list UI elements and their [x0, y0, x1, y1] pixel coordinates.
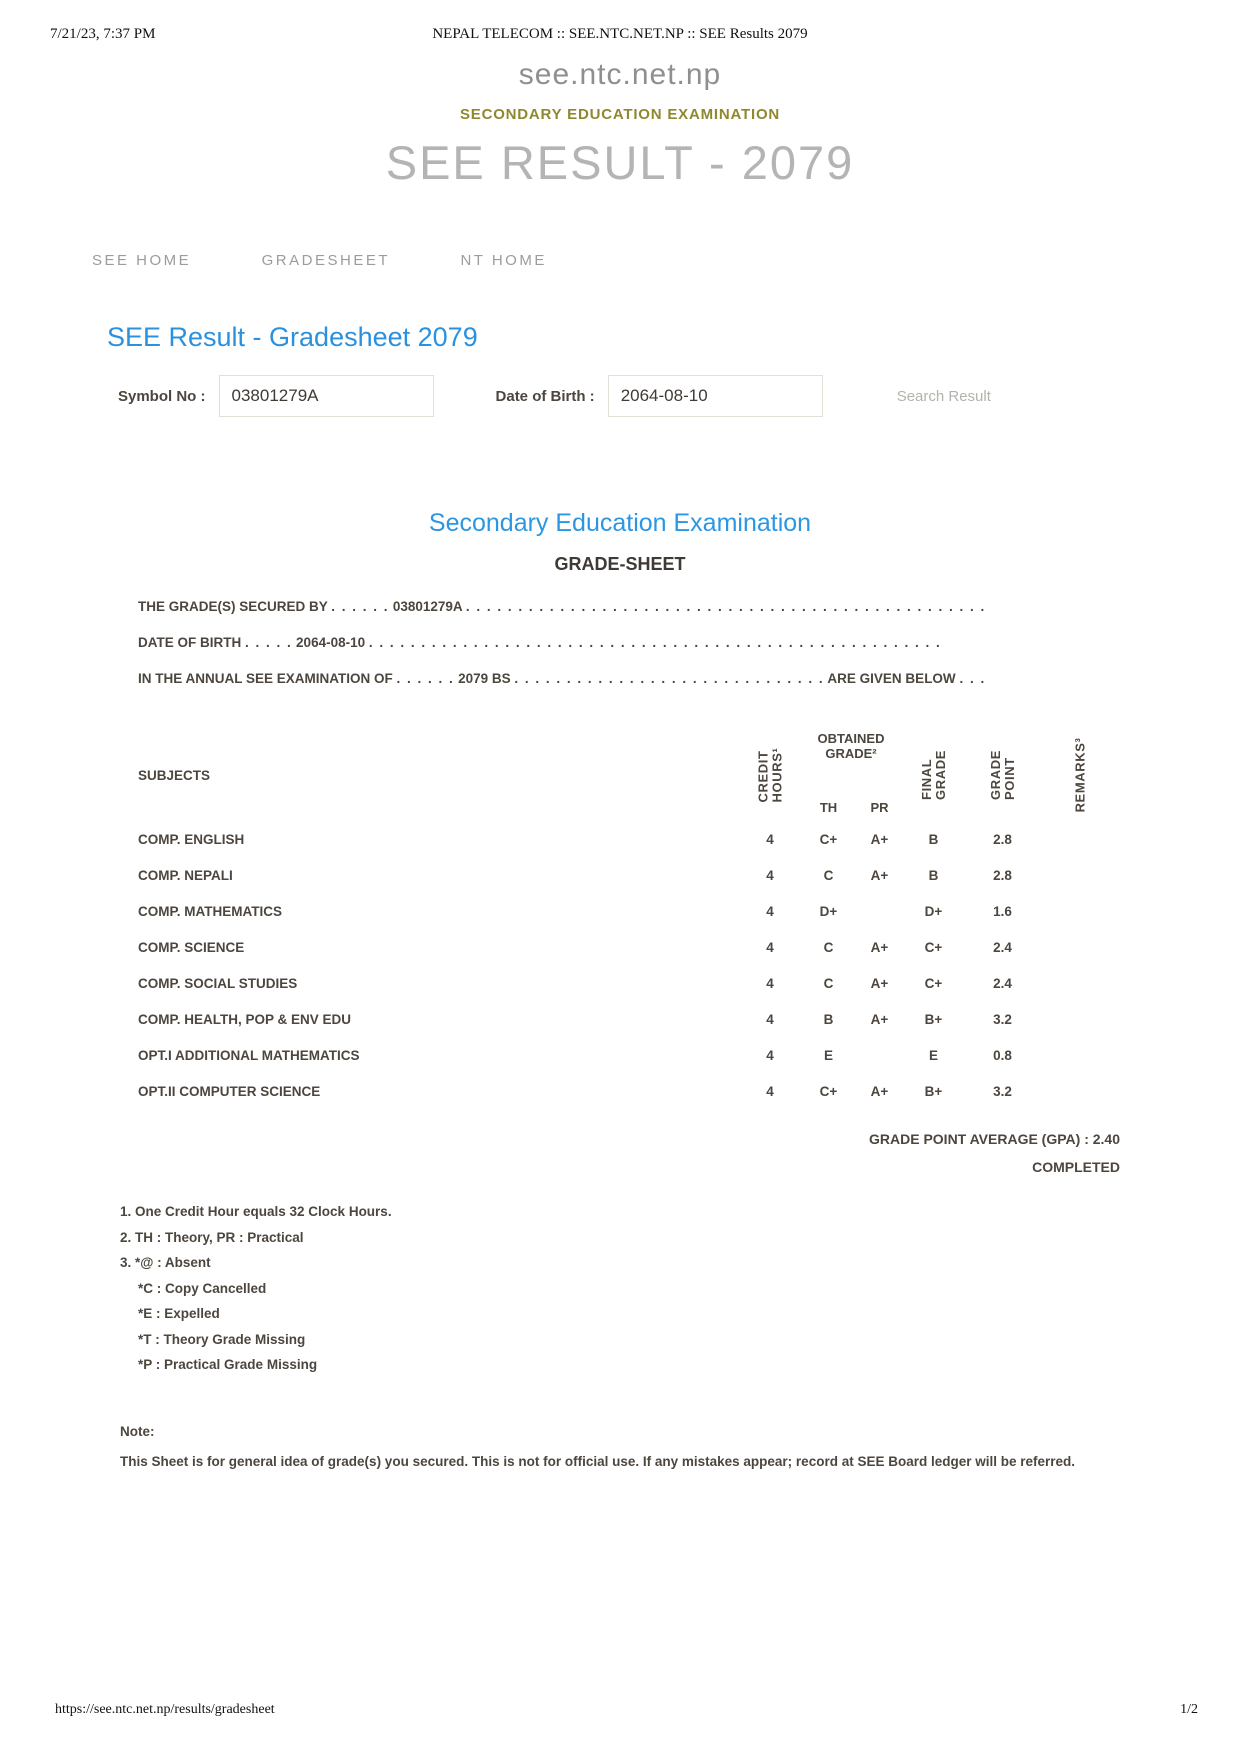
- final-grade-cell: B: [928, 867, 939, 883]
- table-row: [138, 857, 1120, 893]
- footnotes: [120, 1199, 1240, 1378]
- table-row: [138, 821, 1120, 857]
- credit-cell: 4: [766, 975, 774, 991]
- final-grade-cell: C+: [924, 939, 943, 955]
- nav-item-nt-home[interactable]: NT HOME: [460, 252, 547, 269]
- footnote: *T : Theory Grade Missing: [138, 1331, 306, 1347]
- credit-cell: 4: [766, 1047, 774, 1063]
- credit-cell: 4: [766, 903, 774, 919]
- credit-cell: 4: [766, 831, 774, 847]
- site-domain: see.ntc.net.np: [518, 58, 722, 91]
- final-grade-cell: C+: [924, 975, 943, 991]
- dot-leader: . . . . . .: [331, 599, 390, 614]
- note-label: Note:: [120, 1423, 155, 1439]
- subject-cell: COMP. NEPALI: [138, 867, 233, 883]
- subject-cell: OPT.II COMPUTER SCIENCE: [138, 1083, 321, 1099]
- grade-point-cell: 3.2: [993, 1011, 1012, 1027]
- given-below-label: ARE GIVEN BELOW: [827, 671, 956, 686]
- note-text: This Sheet is for general idea of grade(s) you secured. This is not for official use. If any mistakes appear; record at SEE Board ledger will be referred.: [120, 1453, 1076, 1469]
- table-row: [138, 1073, 1120, 1109]
- table-header-row: [138, 729, 1120, 821]
- grade-point-cell: 2.4: [993, 975, 1012, 991]
- col-header-subjects: SUBJECTS: [138, 767, 211, 783]
- footnote: *C : Copy Cancelled: [138, 1280, 267, 1296]
- gradesheet-subtitle: GRADE-SHEET: [554, 554, 686, 574]
- col-header-obtained-grade: [800, 729, 902, 821]
- print-header: [0, 26, 1240, 46]
- footnote: 3. *@ : Absent: [120, 1255, 211, 1270]
- th-grade-cell: E: [823, 1047, 833, 1063]
- footnote: 2. TH : Theory, PR : Practical: [120, 1229, 304, 1245]
- obtained-grade-line1: OBTAINED: [817, 731, 885, 746]
- footnote: *P : Practical Grade Missing: [138, 1357, 318, 1372]
- table-row: [138, 1001, 1120, 1037]
- symbol-no-label: Symbol No :: [118, 387, 206, 405]
- nav-item-see-home[interactable]: SEE HOME: [92, 252, 192, 269]
- site-banner: SEE RESULT - 2079: [385, 136, 855, 189]
- search-form: [118, 375, 1240, 417]
- col-header-grade-point: [965, 729, 1040, 821]
- final-grade-cell: B+: [924, 1011, 943, 1027]
- col-header-remarks: REMARKS³: [1071, 737, 1087, 813]
- final-grade-cell: B: [928, 831, 939, 847]
- exam-year-label: IN THE ANNUAL SEE EXAMINATION OF: [138, 671, 393, 686]
- pr-grade-cell: A+: [870, 831, 889, 847]
- final-grade-cell: D+: [924, 903, 943, 919]
- footnote: *E : Expelled: [138, 1306, 220, 1321]
- final-grade-line2: GRADE: [932, 750, 948, 800]
- grade-point-cell: 3.2: [993, 1083, 1012, 1099]
- grade-point-cell: 2.4: [993, 939, 1012, 955]
- dob-line-label: DATE OF BIRTH: [138, 635, 242, 650]
- credit-cell: 4: [766, 1011, 774, 1027]
- grade-point-cell: 1.6: [993, 903, 1012, 919]
- th-grade-cell: C: [823, 867, 834, 883]
- col-header-th: TH: [819, 800, 838, 815]
- dot-leader: . . . . . . . . . . . . . . . . . . . . . . . . . . . . . . . . . . . . . . . . . . . . . . . . . .: [465, 599, 986, 614]
- th-grade-cell: D+: [819, 903, 838, 919]
- credit-hours-line1: CREDIT: [754, 750, 770, 803]
- dot-leader: . . . . . . . . . . . . . . . . . . . . . . . . . . . . . . . . . . . . . . . . . . . . . . . . . . . . . . .: [368, 635, 942, 650]
- dot-leader: . . . . . .: [396, 671, 455, 686]
- col-header-final-grade: [902, 729, 965, 821]
- final-grade-cell: B+: [924, 1083, 943, 1099]
- nav-item-gradesheet[interactable]: GRADESHEET: [261, 252, 390, 269]
- dob-label: Date of Birth :: [495, 387, 595, 405]
- table-row: [138, 965, 1120, 1001]
- pr-grade-cell: A+: [870, 1083, 889, 1099]
- grade-point-cell: 2.8: [993, 831, 1012, 847]
- secured-by-value: 03801279A: [392, 599, 463, 614]
- subject-cell: COMP. SCIENCE: [138, 939, 245, 955]
- footnote: 1. One Credit Hour equals 32 Clock Hours.: [120, 1204, 392, 1219]
- credit-cell: 4: [766, 939, 774, 955]
- th-grade-cell: B: [823, 1011, 834, 1027]
- pr-grade-cell: A+: [870, 1011, 889, 1027]
- credit-hours-line2: HOURS¹: [768, 747, 784, 803]
- credit-cell: 4: [766, 1083, 774, 1099]
- gradesheet-body: [138, 589, 1120, 1175]
- secured-by-line: [138, 589, 1120, 625]
- grade-point-line2: POINT: [1001, 757, 1017, 800]
- site-subtitle: SECONDARY EDUCATION EXAMINATION: [459, 106, 781, 123]
- print-page-number: 1/2: [1180, 1702, 1198, 1717]
- pr-grade-cell: A+: [870, 939, 889, 955]
- note-section: [120, 1424, 1110, 1475]
- page-title: SEE Result - Gradesheet 2079: [107, 322, 478, 352]
- dob-line: [138, 625, 1120, 661]
- subject-cell: COMP. MATHEMATICS: [138, 903, 282, 919]
- dob-line-value: 2064-08-10: [296, 635, 366, 650]
- col-header-pr: PR: [870, 800, 889, 815]
- subject-cell: OPT.I ADDITIONAL MATHEMATICS: [138, 1047, 360, 1063]
- print-footer: [0, 1702, 1240, 1722]
- dot-leader: . . . . .: [245, 635, 293, 650]
- table-row: [138, 893, 1120, 929]
- th-grade-cell: C: [823, 975, 834, 991]
- th-grade-cell: C: [823, 939, 834, 955]
- subject-cell: COMP. SOCIAL STUDIES: [138, 975, 298, 991]
- main-nav: [92, 252, 1240, 270]
- secured-by-label: THE GRADE(S) SECURED BY: [138, 599, 328, 614]
- gradesheet-intro-lines: [138, 589, 1120, 697]
- credit-cell: 4: [766, 867, 774, 883]
- symbol-no-input[interactable]: [219, 375, 434, 417]
- dot-leader: . . . . . . . . . . . . . . . . . . . . . . . . . . . . . .: [514, 671, 825, 686]
- gpa-line: GRADE POINT AVERAGE (GPA) : 2.40: [869, 1131, 1120, 1147]
- th-grade-cell: C+: [819, 831, 838, 847]
- gradesheet-title: Secondary Education Examination: [428, 509, 812, 537]
- col-header-credit-hours: [740, 729, 800, 821]
- pr-grade-cell: A+: [870, 975, 889, 991]
- pr-grade-cell: A+: [870, 867, 889, 883]
- th-grade-cell: C+: [819, 1083, 838, 1099]
- exam-year-line: [138, 661, 1120, 697]
- final-grade-cell: E: [928, 1047, 938, 1063]
- print-datetime: 7/21/23, 7:37 PM: [50, 26, 156, 42]
- final-grade-line1: FINAL: [918, 758, 934, 800]
- print-page-title: NEPAL TELECOM :: SEE.NTC.NET.NP :: SEE Results 2079: [432, 26, 808, 42]
- grade-point-cell: 0.8: [993, 1047, 1012, 1063]
- print-url: https://see.ntc.net.np/results/gradesheet: [55, 1702, 275, 1717]
- subject-cell: COMP. HEALTH, POP & ENV EDU: [138, 1011, 352, 1027]
- exam-year-value: 2079 BS: [458, 671, 511, 686]
- dob-input[interactable]: [608, 375, 823, 417]
- table-row: [138, 1037, 1120, 1073]
- search-result-button[interactable]: Search Result: [896, 387, 991, 405]
- grade-point-cell: 2.8: [993, 867, 1012, 883]
- obtained-grade-line2: GRADE²: [825, 746, 877, 761]
- table-row: [138, 929, 1120, 965]
- dot-leader: . . .: [959, 671, 986, 686]
- grade-point-line1: GRADE: [987, 750, 1003, 800]
- subject-cell: COMP. ENGLISH: [138, 831, 245, 847]
- status-completed: COMPLETED: [1032, 1159, 1120, 1175]
